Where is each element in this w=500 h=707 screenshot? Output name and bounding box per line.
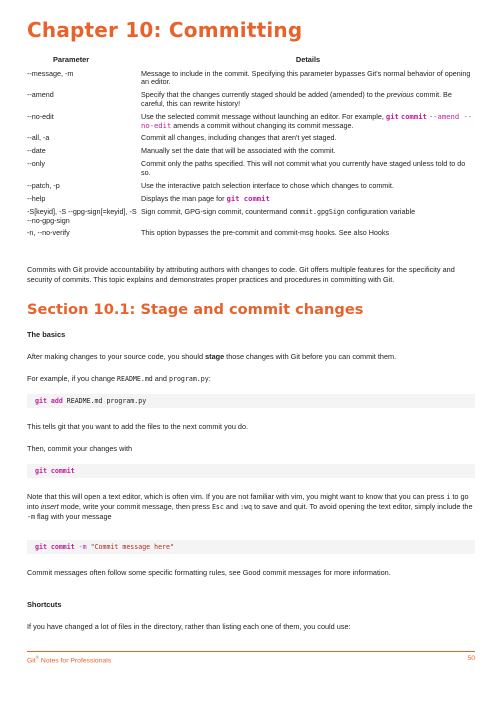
table-row (27, 206, 475, 228)
param-cell: --date (27, 146, 46, 156)
paragraph-add-explain: This tells git that you want to add the files to the next commit you do. (27, 422, 249, 431)
basics-heading: The basics (27, 330, 66, 339)
param-cell: --patch, -p (27, 180, 60, 190)
code-block-git-commit-m: git commit -m "Commit message here" (27, 540, 475, 554)
section-title: Section 10.1: Stage and commit changes (27, 301, 364, 318)
details-cell: Use the selected commit message without launching an editor. For example, git commit --amend --no-edit amends a commit without changing its commit message. (141, 111, 473, 130)
inline-code: commit.gpgSign (289, 207, 345, 216)
table-row (27, 158, 475, 180)
param-cell: -n, --no-verify (27, 228, 70, 238)
header-parameter: Parameter (53, 55, 90, 64)
table-row (27, 111, 475, 133)
table-row (27, 145, 475, 158)
param-cell: --only (27, 159, 45, 169)
table-row (27, 180, 475, 193)
details-cell: Sign commit, GPG-sign commit, countermand commit.gpgSign configuration variable (141, 206, 416, 216)
table-row (27, 68, 475, 90)
inline-code: git (385, 111, 399, 121)
table-header-row (27, 56, 475, 68)
param-cell: -S[keyid], -S --gpg-sign[=keyid], -S --no-gpg-sign (27, 206, 137, 225)
details-cell: Commit all changes, including changes that aren't yet staged. (141, 133, 337, 143)
param-cell: --help (27, 193, 46, 203)
table-row (27, 227, 475, 240)
param-cell: --all, -a (27, 133, 50, 143)
parameters-table (27, 56, 475, 240)
shortcuts-heading: Shortcuts (27, 600, 62, 609)
table-row (27, 132, 475, 145)
header-details: Details (295, 55, 321, 64)
code-block-git-commit: git commit (27, 464, 475, 478)
paragraph-stage: After making changes to your source code, you should stage those changes with Git before you can commit them. (27, 352, 397, 361)
details-cell: Commit only the paths specified. This will not commit what you currently have staged unless told to do so. (141, 159, 466, 177)
paragraph-example: For example, if you change README.md and program.py: (27, 374, 211, 383)
details-cell: Displays the man page for git commit (141, 193, 270, 203)
paragraph-editor-note: Note that this will open a text editor, which is often vim. If you are not familiar with vim, you might want to know that you can press i to go into insert mode, write your commit message, then press Esc and :wq to save and quit. To avoid opening the text editor, simply include the -m flag with your message (27, 492, 473, 522)
inline-code: git commit (226, 193, 270, 203)
footer-divider (27, 651, 475, 652)
code-block-git-add: git add README.md program.py (27, 394, 475, 408)
table-row (27, 89, 475, 111)
details-cell: Use the interactive patch selection interface to chose which changes to commit. (141, 180, 394, 190)
details-cell: Manually set the date that will be associated with the commit. (141, 146, 336, 156)
intro-paragraph: Commits with Git provide accountability by attributing authors with changes to code. Git offers multiple features for the specificity and security of commits. This topic explains and demonstrates proper practices and procedures in committing with Git. (27, 265, 455, 285)
paragraph-then-commit: Then, commit your changes with (27, 444, 133, 453)
param-cell: --message, -m (27, 68, 74, 78)
footer-page-number: 50 (467, 655, 475, 662)
details-cell: Specify that the changes currently staged should be added (amended) to the previous commit. Be careful, this can rewrite history! (141, 90, 452, 108)
paragraph-commit-messages: Commit messages often follow some specific formatting rules, see Good commit messages for more information. (27, 568, 391, 577)
details-cell: This option bypasses the pre-commit and commit-msg hooks. See also Hooks (141, 228, 390, 238)
inline-code: --amend --no-edit (141, 111, 473, 130)
chapter-title: Chapter 10: Committing (27, 18, 303, 42)
table-row (27, 193, 475, 206)
paragraph-shortcuts: If you have changed a lot of files in the directory, rather than listing each one of them, you could use: (27, 622, 351, 631)
param-cell: --amend (27, 90, 54, 100)
details-cell: Message to include in the commit. Specifying this parameter bypasses Git's normal behavior of opening an editor. (141, 68, 471, 87)
param-cell: --no-edit (27, 111, 54, 121)
inline-code: commit (400, 111, 427, 121)
footer-book-title: Git® Notes for Professionals (27, 655, 112, 665)
